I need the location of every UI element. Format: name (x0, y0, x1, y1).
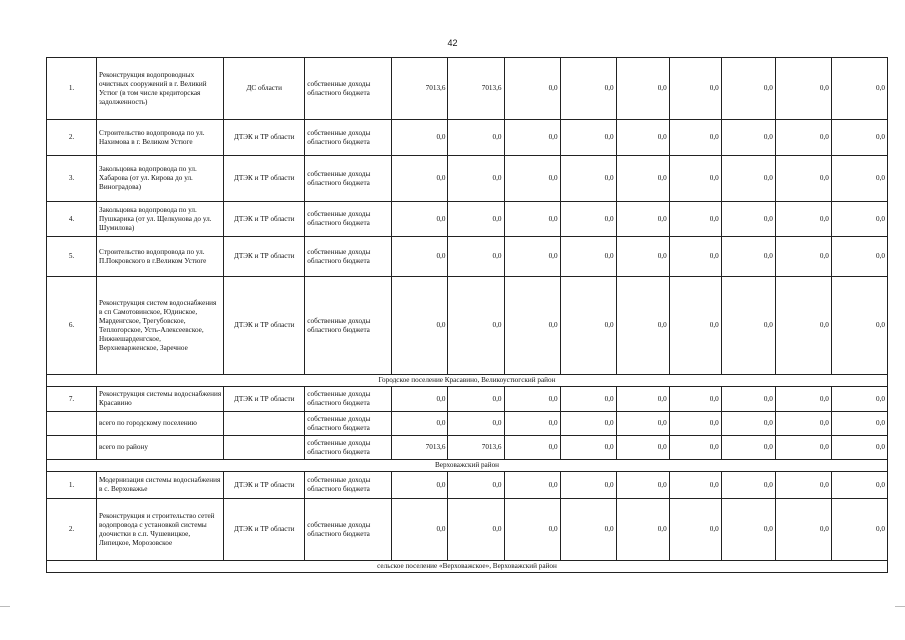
funding-source: собственные доходы областного бюджета (305, 277, 392, 375)
amount-cell: 0,0 (560, 237, 616, 277)
amount-cell: 0,0 (616, 436, 669, 460)
measure-name: Строительство водопровода по ул. Нахимова в г. Великом Устюге (97, 120, 224, 156)
amount-cell: 7013,6 (448, 436, 504, 460)
amount-cell: 0,0 (721, 237, 775, 277)
amount-cell: 0,0 (504, 202, 560, 237)
responsible-body: ДС области (224, 58, 305, 120)
amount-cell: 0,0 (616, 472, 669, 499)
table-row (47, 277, 888, 375)
amount-cell: 0,0 (669, 156, 721, 202)
row-number: 6. (47, 277, 97, 375)
funding-source: собственные доходы областного бюджета (305, 412, 392, 436)
amount-cell: 0,0 (392, 277, 448, 375)
amount-cell: 0,0 (392, 499, 448, 561)
amount-cell: 0,0 (775, 202, 831, 237)
table-row (47, 412, 888, 436)
page-number: 42 (447, 38, 458, 48)
amount-cell: 0,0 (616, 412, 669, 436)
amount-cell: 0,0 (560, 387, 616, 412)
row-number: 1. (47, 58, 97, 120)
table-row (47, 387, 888, 412)
row-number (47, 436, 97, 460)
amount-cell: 0,0 (392, 412, 448, 436)
table-body (47, 58, 888, 573)
amount-cell: 0,0 (448, 472, 504, 499)
section-row (47, 561, 888, 573)
amount-cell: 0,0 (721, 120, 775, 156)
amount-cell: 7013,6 (448, 58, 504, 120)
amount-cell: 0,0 (448, 387, 504, 412)
responsible-body: ДТЭК и ТР области (224, 120, 305, 156)
funding-source: собственные доходы областного бюджета (305, 58, 392, 120)
amount-cell: 0,0 (560, 472, 616, 499)
amount-cell: 0,0 (831, 387, 887, 412)
amount-cell: 0,0 (721, 58, 775, 120)
row-number: 3. (47, 156, 97, 202)
table-row (47, 499, 888, 561)
amount-cell: 0,0 (392, 387, 448, 412)
table-row (47, 472, 888, 499)
amount-cell: 0,0 (775, 472, 831, 499)
responsible-body: ДТЭК и ТР области (224, 277, 305, 375)
amount-cell: 0,0 (560, 412, 616, 436)
responsible-body: ДТЭК и ТР области (224, 387, 305, 412)
amount-cell: 0,0 (721, 499, 775, 561)
amount-cell: 0,0 (448, 237, 504, 277)
funding-source: собственные доходы областного бюджета (305, 436, 392, 460)
section-row (47, 460, 888, 472)
amount-cell: 0,0 (831, 156, 887, 202)
measure-name: Реконструкция системы водоснабжения Красавино (97, 387, 224, 412)
funding-source: собственные доходы областного бюджета (305, 120, 392, 156)
responsible-body (224, 436, 305, 460)
amount-cell: 0,0 (775, 120, 831, 156)
amount-cell: 0,0 (504, 237, 560, 277)
measure-name: Реконструкция и строительство сетей водопровода с установкой системы доочистки в с.п. Чушевицкое, Липецкое, Морозовское (97, 499, 224, 561)
amount-cell: 0,0 (448, 499, 504, 561)
amount-cell: 0,0 (448, 156, 504, 202)
table-row (47, 156, 888, 202)
amount-cell: 0,0 (448, 202, 504, 237)
measure-name: Закольцовка водопровода по ул. Хабарова (от ул. Кирова до ул. Виноградова) (97, 156, 224, 202)
amount-cell: 7013,6 (392, 436, 448, 460)
amount-cell: 0,0 (669, 237, 721, 277)
amount-cell: 0,0 (669, 499, 721, 561)
amount-cell: 0,0 (504, 58, 560, 120)
measure-name: Строительство водопровода по ул. П.Покровского в г.Великом Устюге (97, 237, 224, 277)
amount-cell: 0,0 (669, 120, 721, 156)
responsible-body: ДТЭК и ТР области (224, 472, 305, 499)
measure-name: Реконструкция водопроводных очистных сооружений в г. Великий Устюг (в том числе кредиторская задолженность) (97, 58, 224, 120)
amount-cell: 0,0 (669, 412, 721, 436)
budget-table (46, 57, 888, 573)
amount-cell: 0,0 (669, 277, 721, 375)
amount-cell: 0,0 (616, 58, 669, 120)
amount-cell: 0,0 (775, 436, 831, 460)
amount-cell: 0,0 (504, 472, 560, 499)
measure-name: Закольцовка водопровода по ул. Пушкарика (от ул. Щелкунова до ул. Шумилова) (97, 202, 224, 237)
row-number: 1. (47, 472, 97, 499)
crop-mark-right (895, 606, 905, 607)
measure-name: всего по району (97, 436, 224, 460)
section-title: сельское поселение «Верховажское», Верховажский район (47, 561, 888, 573)
responsible-body: ДТЭК и ТР области (224, 156, 305, 202)
section-row (47, 375, 888, 387)
amount-cell: 0,0 (669, 387, 721, 412)
funding-source: собственные доходы областного бюджета (305, 499, 392, 561)
measure-name: всего по городскому поселению (97, 412, 224, 436)
measure-name: Реконструкция систем водоснабжения в сп Самотовинское, Юдинское, Марденгское, Трегубовское, Теплогорское, Усть-Алексеевское, Нижнешарденгское, Верхневарженское, Заречное (97, 277, 224, 375)
amount-cell: 0,0 (504, 156, 560, 202)
table-row (47, 202, 888, 237)
amount-cell: 0,0 (560, 202, 616, 237)
amount-cell: 7013,6 (392, 58, 448, 120)
amount-cell: 0,0 (775, 412, 831, 436)
amount-cell: 0,0 (448, 277, 504, 375)
amount-cell: 0,0 (616, 277, 669, 375)
amount-cell: 0,0 (775, 156, 831, 202)
amount-cell: 0,0 (775, 58, 831, 120)
amount-cell: 0,0 (831, 412, 887, 436)
amount-cell: 0,0 (616, 202, 669, 237)
funding-source: собственные доходы областного бюджета (305, 472, 392, 499)
amount-cell: 0,0 (448, 120, 504, 156)
amount-cell: 0,0 (775, 499, 831, 561)
amount-cell: 0,0 (448, 412, 504, 436)
funding-source: собственные доходы областного бюджета (305, 156, 392, 202)
amount-cell: 0,0 (560, 499, 616, 561)
measure-name: Модернизация системы водоснабжения в с. Верховажье (97, 472, 224, 499)
amount-cell: 0,0 (831, 472, 887, 499)
amount-cell: 0,0 (831, 277, 887, 375)
responsible-body: ДТЭК и ТР области (224, 202, 305, 237)
amount-cell: 0,0 (616, 499, 669, 561)
row-number: 5. (47, 237, 97, 277)
amount-cell: 0,0 (721, 472, 775, 499)
amount-cell: 0,0 (616, 387, 669, 412)
amount-cell: 0,0 (560, 277, 616, 375)
amount-cell: 0,0 (392, 156, 448, 202)
amount-cell: 0,0 (775, 387, 831, 412)
row-number (47, 412, 97, 436)
amount-cell: 0,0 (775, 237, 831, 277)
amount-cell: 0,0 (616, 237, 669, 277)
amount-cell: 0,0 (721, 436, 775, 460)
amount-cell: 0,0 (504, 277, 560, 375)
amount-cell: 0,0 (392, 120, 448, 156)
amount-cell: 0,0 (392, 472, 448, 499)
section-title: Верховажский район (47, 460, 888, 472)
amount-cell: 0,0 (392, 237, 448, 277)
table-row (47, 120, 888, 156)
amount-cell: 0,0 (831, 202, 887, 237)
table-row (47, 237, 888, 277)
amount-cell: 0,0 (831, 120, 887, 156)
amount-cell: 0,0 (721, 202, 775, 237)
amount-cell: 0,0 (504, 120, 560, 156)
table-row (47, 58, 888, 120)
amount-cell: 0,0 (669, 472, 721, 499)
amount-cell: 0,0 (392, 202, 448, 237)
amount-cell: 0,0 (504, 412, 560, 436)
crop-mark-left (0, 606, 10, 607)
amount-cell: 0,0 (831, 499, 887, 561)
amount-cell: 0,0 (831, 58, 887, 120)
amount-cell: 0,0 (831, 237, 887, 277)
amount-cell: 0,0 (560, 120, 616, 156)
row-number: 2. (47, 120, 97, 156)
funding-source: собственные доходы областного бюджета (305, 202, 392, 237)
amount-cell: 0,0 (669, 58, 721, 120)
amount-cell: 0,0 (721, 277, 775, 375)
amount-cell: 0,0 (721, 412, 775, 436)
amount-cell: 0,0 (721, 387, 775, 412)
amount-cell: 0,0 (504, 499, 560, 561)
amount-cell: 0,0 (560, 436, 616, 460)
responsible-body: ДТЭК и ТР области (224, 499, 305, 561)
amount-cell: 0,0 (504, 387, 560, 412)
row-number: 2. (47, 499, 97, 561)
amount-cell: 0,0 (669, 202, 721, 237)
amount-cell: 0,0 (831, 436, 887, 460)
amount-cell: 0,0 (504, 436, 560, 460)
row-number: 4. (47, 202, 97, 237)
row-number: 7. (47, 387, 97, 412)
funding-source: собственные доходы областного бюджета (305, 237, 392, 277)
amount-cell: 0,0 (560, 156, 616, 202)
amount-cell: 0,0 (721, 156, 775, 202)
amount-cell: 0,0 (616, 156, 669, 202)
amount-cell: 0,0 (669, 436, 721, 460)
section-title: Городское поселение Красавино, Великоустюгский район (47, 375, 888, 387)
responsible-body (224, 412, 305, 436)
amount-cell: 0,0 (616, 120, 669, 156)
responsible-body: ДТЭК и ТР области (224, 237, 305, 277)
table-row (47, 436, 888, 460)
amount-cell: 0,0 (560, 58, 616, 120)
funding-source: собственные доходы областного бюджета (305, 387, 392, 412)
amount-cell: 0,0 (775, 277, 831, 375)
